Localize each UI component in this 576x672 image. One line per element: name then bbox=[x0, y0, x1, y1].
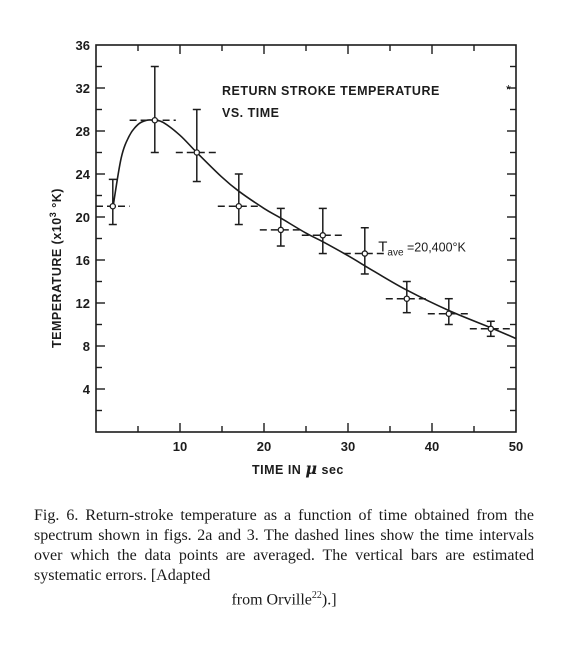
y-tick-label: 36 bbox=[75, 38, 90, 53]
caption-text: Fig. 6. Return-stroke temperature as a function of time obtained from the spectrum shown in figs. 2a and 3. The dashed lines show the time intervals over which the data points are averaged. The vertical bars are estimated systematic errors. [Adapted bbox=[34, 507, 534, 584]
chart-title-line-1: RETURN STROKE TEMPERATURE bbox=[222, 84, 440, 98]
data-point bbox=[404, 296, 409, 301]
x-tick-label: 40 bbox=[424, 439, 440, 454]
y-axis-label bbox=[48, 188, 64, 348]
data-point bbox=[278, 227, 283, 232]
y-tick-label: 12 bbox=[75, 296, 90, 311]
y-tick-label: 20 bbox=[75, 210, 90, 225]
x-tick-label: 10 bbox=[172, 439, 188, 454]
chart-title-line-2: VS. TIME bbox=[222, 106, 280, 120]
y-axis-label-unit: °K) bbox=[50, 188, 64, 212]
average-temperature-annotation bbox=[378, 238, 466, 258]
x-axis-label-prefix: TIME IN bbox=[252, 463, 306, 477]
data-point bbox=[320, 233, 325, 238]
y-tick-label: 8 bbox=[82, 339, 90, 354]
y-tick-label: 16 bbox=[75, 253, 90, 268]
figure-caption bbox=[34, 506, 534, 610]
data-point bbox=[152, 118, 157, 123]
x-axis-label-mu: μ bbox=[305, 459, 318, 478]
y-tick-label: 32 bbox=[75, 81, 90, 96]
corner-mark: * bbox=[506, 83, 511, 97]
annotation-symbol: T bbox=[378, 238, 388, 256]
caption-last-suffix: ).] bbox=[321, 591, 337, 609]
y-tick-label: 28 bbox=[75, 124, 90, 139]
plot-frame bbox=[96, 45, 516, 432]
caption-reference: 22 bbox=[311, 590, 322, 601]
x-axis-label-unit: sec bbox=[317, 463, 344, 477]
x-tick-label: 50 bbox=[508, 439, 524, 454]
caption-last-prefix: from Orville bbox=[231, 591, 312, 609]
y-tick-label: 24 bbox=[75, 167, 90, 182]
data-point bbox=[362, 251, 367, 256]
caption-last-line bbox=[34, 586, 534, 610]
data-point bbox=[236, 204, 241, 209]
y-axis-label-superscript: 3 bbox=[48, 211, 58, 218]
y-tick-label: 4 bbox=[82, 382, 90, 397]
data-point bbox=[488, 326, 493, 331]
x-axis-label bbox=[252, 459, 344, 478]
data-point bbox=[194, 150, 199, 155]
data-point bbox=[110, 204, 115, 209]
y-axis-label-main: TEMPERATURE (x10 bbox=[50, 217, 64, 348]
fit-curve bbox=[113, 120, 516, 339]
annotation-subscript: ave bbox=[387, 247, 404, 259]
annotation-value: =20,400°K bbox=[403, 240, 466, 255]
x-tick-label: 30 bbox=[340, 439, 356, 454]
data-point bbox=[446, 311, 451, 316]
x-tick-label: 20 bbox=[256, 439, 272, 454]
